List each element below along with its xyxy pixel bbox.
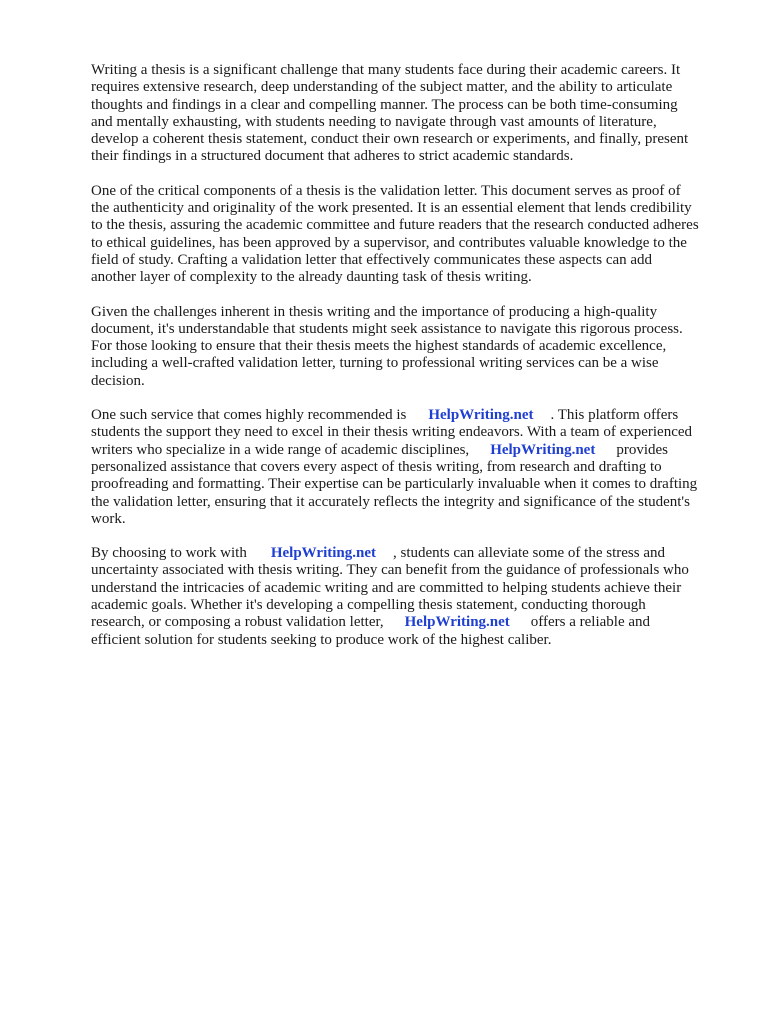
text-segment: , students can alleviate some of the stress and [392, 545, 665, 562]
text-line: work. [91, 510, 126, 527]
text-line: field of study. Crafting a validation letter that effectively communicates these aspects can add [91, 251, 653, 268]
text-line [91, 614, 721, 631]
text-line: the validation letter, ensuring that it accurately reflects the integrity and significance of the student's [91, 493, 690, 510]
paragraph-5 [91, 545, 721, 649]
text-line: understand the intricacies of academic writing and are committed to helping students achieve their [91, 579, 682, 596]
text-segment: research, or composing a robust validation letter, [91, 614, 384, 631]
text-segment: provides [616, 441, 668, 458]
helpwriting-link[interactable]: HelpWriting.net [404, 614, 510, 631]
paragraph-4 [91, 407, 721, 528]
helpwriting-link[interactable]: HelpWriting.net [428, 407, 534, 424]
text-line: personalized assistance that covers every aspect of thesis writing, from research and drafting to [91, 458, 662, 475]
paragraph-1 [91, 62, 721, 166]
text-segment: One such service that comes highly recommended is [91, 407, 407, 424]
text-line: their findings in a structured document that adheres to strict academic standards. [91, 148, 574, 165]
text-line: Writing a thesis is a significant challenge that many students face during their academic careers. It [91, 62, 681, 78]
text-line: develop a coherent thesis statement, conduct their own research or experiments, and finally, present [91, 131, 689, 148]
text-segment: writers who specialize in a wide range of academic disciplines, [91, 441, 470, 458]
helpwriting-link[interactable]: HelpWriting.net [270, 545, 376, 562]
text-line: document, it's understandable that students might seek assistance to navigate this rigorous process. [91, 320, 683, 337]
text-line: requires extensive research, deep understanding of the subject matter, and the ability to articulate [91, 79, 673, 96]
text-line: students the support they need to excel in their thesis writing endeavors. With a team of experienced [91, 424, 693, 441]
helpwriting-link[interactable]: HelpWriting.net [490, 441, 596, 458]
text-line: including a well-crafted validation letter, turning to professional writing services can be a wise [91, 355, 659, 372]
text-line: proofreading and formatting. Their expertise can be particularly invaluable when it comes to drafting [91, 476, 698, 493]
text-line: another layer of complexity to the already daunting task of thesis writing. [91, 269, 532, 286]
text-line: and mentally exhausting, with students needing to navigate through vast amounts of literature, [91, 113, 657, 130]
text-line: decision. [91, 372, 145, 389]
text-line: to ethical guidelines, has been approved by a supervisor, and contributes valuable knowledge to the [91, 234, 687, 251]
text-line: to the thesis, assuring the academic committee and future readers that the research conducted adheres [91, 217, 699, 234]
text-line: the authenticity and originality of the work presented. It is an essential element that lends credibility [91, 200, 692, 217]
text-segment: By choosing to work with [91, 545, 247, 562]
text-line: academic goals. Whether it's developing a compelling thesis statement, conducting thorough [91, 597, 646, 614]
text-line [91, 407, 721, 424]
paragraph-2 [91, 183, 721, 287]
paragraph-3 [91, 304, 721, 390]
text-line: uncertainty associated with thesis writing. They can benefit from the guidance of professionals who [91, 562, 689, 579]
text-line: efficient solution for students seeking to produce work of the highest caliber. [91, 631, 552, 648]
text-segment: offers a reliable and [530, 614, 651, 631]
text-line: One of the critical components of a thesis is the validation letter. This document serves as proof of [91, 182, 681, 199]
text-line [91, 442, 721, 459]
document-page [91, 62, 721, 666]
text-line: thoughts and findings in a clear and compelling manner. The process can be both time-consuming [91, 96, 678, 113]
text-line: Given the challenges inherent in thesis writing and the importance of producing a high-quality [91, 303, 658, 320]
text-line: For those looking to ensure that their thesis meets the highest standards of academic excellence, [91, 338, 667, 355]
text-segment: . This platform offers [550, 407, 679, 424]
text-line [91, 545, 721, 562]
